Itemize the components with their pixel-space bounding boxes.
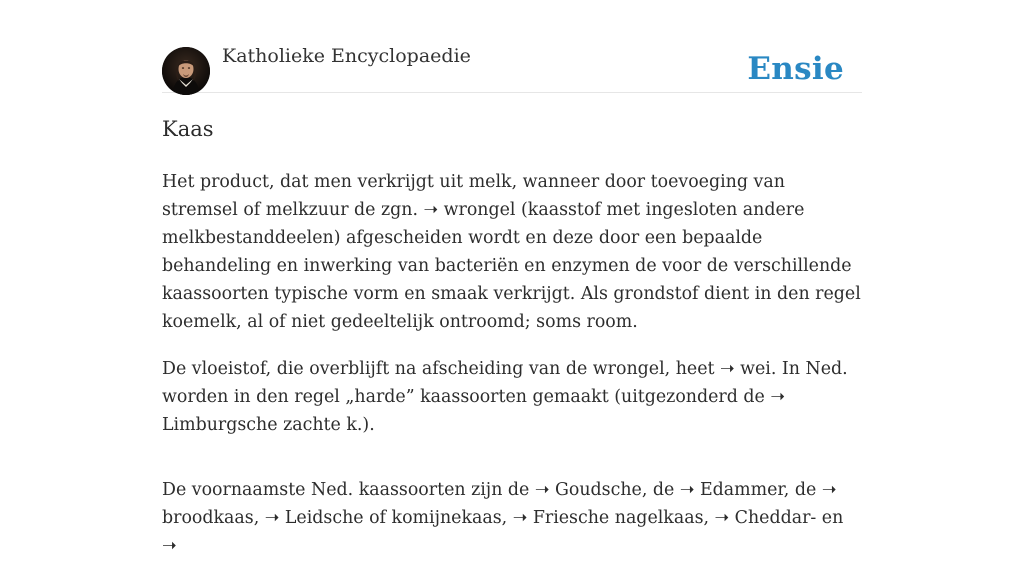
brand-logo[interactable]: Ensie bbox=[747, 51, 844, 87]
article-body bbox=[162, 168, 862, 579]
portrait-avatar-icon[interactable] bbox=[162, 47, 210, 95]
site-title[interactable]: Katholieke Encyclopaedie bbox=[222, 45, 471, 67]
article-paragraph: De vloeistof, die overblijft na afscheiding van de wrongel, heet ➝ wei. In Ned. worden in den regel „harde” kaassoorten gemaakt (uitgezonderd de ➝ Limburgsche zachte k.). bbox=[162, 359, 848, 435]
article-paragraph: Het product, dat men verkrijgt uit melk, wanneer door toevoeging van stremsel of melkzuur de zgn. ➝ wrongel (kaasstof met ingesloten andere melkbestanddeelen) afgescheiden wordt en deze door een bepaalde behandeling en inwerking van bacteriën en enzymen de voor de verschillende kaassoorten typische vorm en smaak verkrijgt. Als grondstof dient in den regel koemelk, al of niet gedeeltelijk ontroomd; soms room. bbox=[162, 172, 861, 332]
article-title: Kaas bbox=[162, 117, 214, 141]
portrait-avatar-image bbox=[162, 47, 210, 95]
article-paragraph: De voornaamste Ned. kaassoorten zijn de ➝ Goudsche, de ➝ Edammer, de ➝ broodkaas, ➝ Leidsche of komijnekaas, ➝ Friesche nagelkaas, ➝ Cheddar- en ➝ bbox=[162, 480, 844, 556]
site-header bbox=[162, 0, 862, 93]
page bbox=[162, 0, 862, 556]
